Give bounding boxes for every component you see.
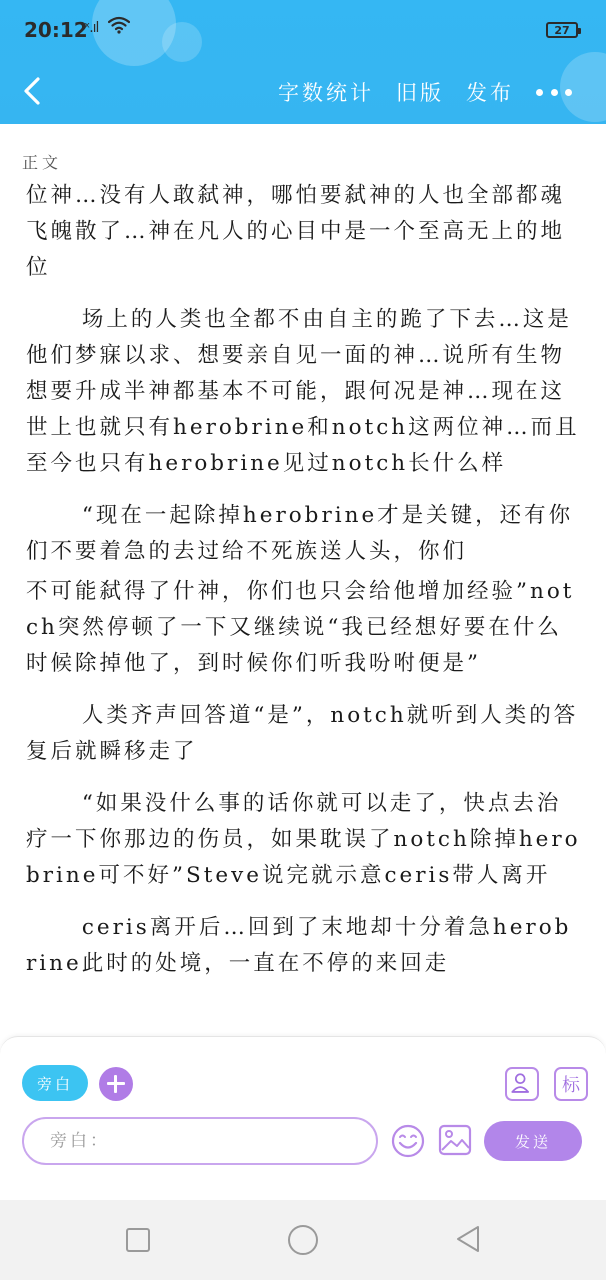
role-chip-label: 旁白 xyxy=(36,1074,73,1093)
section-label: 正文 xyxy=(22,153,63,172)
send-button[interactable]: 发送 xyxy=(484,1121,582,1161)
word-count-button[interactable]: 字数统计 xyxy=(278,81,374,105)
story-text[interactable] xyxy=(26,178,582,1028)
battery-icon xyxy=(546,22,578,38)
person-icon[interactable] xyxy=(505,1067,539,1101)
home-circle-icon[interactable] xyxy=(288,1225,318,1255)
recents-square-icon[interactable] xyxy=(126,1228,150,1252)
battery-level: 27 xyxy=(554,23,570,37)
add-role-icon[interactable] xyxy=(99,1067,133,1101)
tag-icon[interactable] xyxy=(554,1067,588,1101)
top-bar xyxy=(0,0,606,124)
story-paragraph: 人类齐声回答道“是”，notch就听到人类的答复后就瞬移走了 xyxy=(26,703,579,764)
tag-icon-label: 标 xyxy=(562,1075,580,1096)
signal-icon: ˣ.ıl xyxy=(84,20,99,36)
system-nav-bar xyxy=(0,1200,606,1280)
back-triangle-icon[interactable] xyxy=(454,1224,482,1254)
role-chip-narration[interactable] xyxy=(22,1065,88,1101)
decor-bubble xyxy=(162,22,202,62)
composer-panel xyxy=(0,1036,606,1200)
story-paragraph: 位神…没有人敢弑神，哪怕要弑神的人也全部都魂飞魄散了…神在凡人的心目中是一个至高无上的地位 xyxy=(26,183,566,280)
story-paragraph: ceris离开后…回到了末地却十分着急herobrine此时的处境，一直在不停的来回走 xyxy=(26,915,572,976)
old-version-button[interactable]: 旧版 xyxy=(396,81,444,105)
story-paragraph: “如果没什么事的话你就可以走了，快点去治疗一下你那边的伤员，如果耽误了notch除掉herobrine可不好”Steve说完就示意ceris带人离开 xyxy=(26,791,581,888)
emoji-icon[interactable] xyxy=(390,1123,426,1159)
story-paragraph: 不可能弑得了什神，你们也只会给他增加经验”notch突然停顿了一下又继续说“我已经想好要在什么时候除掉他了，到时候你们听我吩咐便是” xyxy=(26,579,575,676)
wifi-icon xyxy=(108,16,130,34)
editor-content xyxy=(0,124,606,1036)
back-arrow-icon[interactable] xyxy=(20,76,44,106)
header-actions xyxy=(278,78,606,106)
status-time: 20:12 xyxy=(24,18,88,42)
story-paragraph: “现在一起除掉herobrine才是关键，还有你们不要着急的去过给不死族送人头，你们 xyxy=(26,503,574,564)
more-dots-icon[interactable] xyxy=(536,86,572,98)
message-input[interactable] xyxy=(22,1117,378,1165)
image-icon[interactable] xyxy=(438,1123,472,1157)
story-paragraph: 场上的人类也全都不由自主的跪了下去…这是他们梦寐以求、想要亲自见一面的神…说所有生物想要升成半神都基本不可能，跟何况是神…现在这世上也就只有herobrine和notch这两位神…而且至今也只有herobrine见过notch长什么样 xyxy=(26,307,580,476)
publish-button[interactable]: 发布 xyxy=(466,81,514,105)
